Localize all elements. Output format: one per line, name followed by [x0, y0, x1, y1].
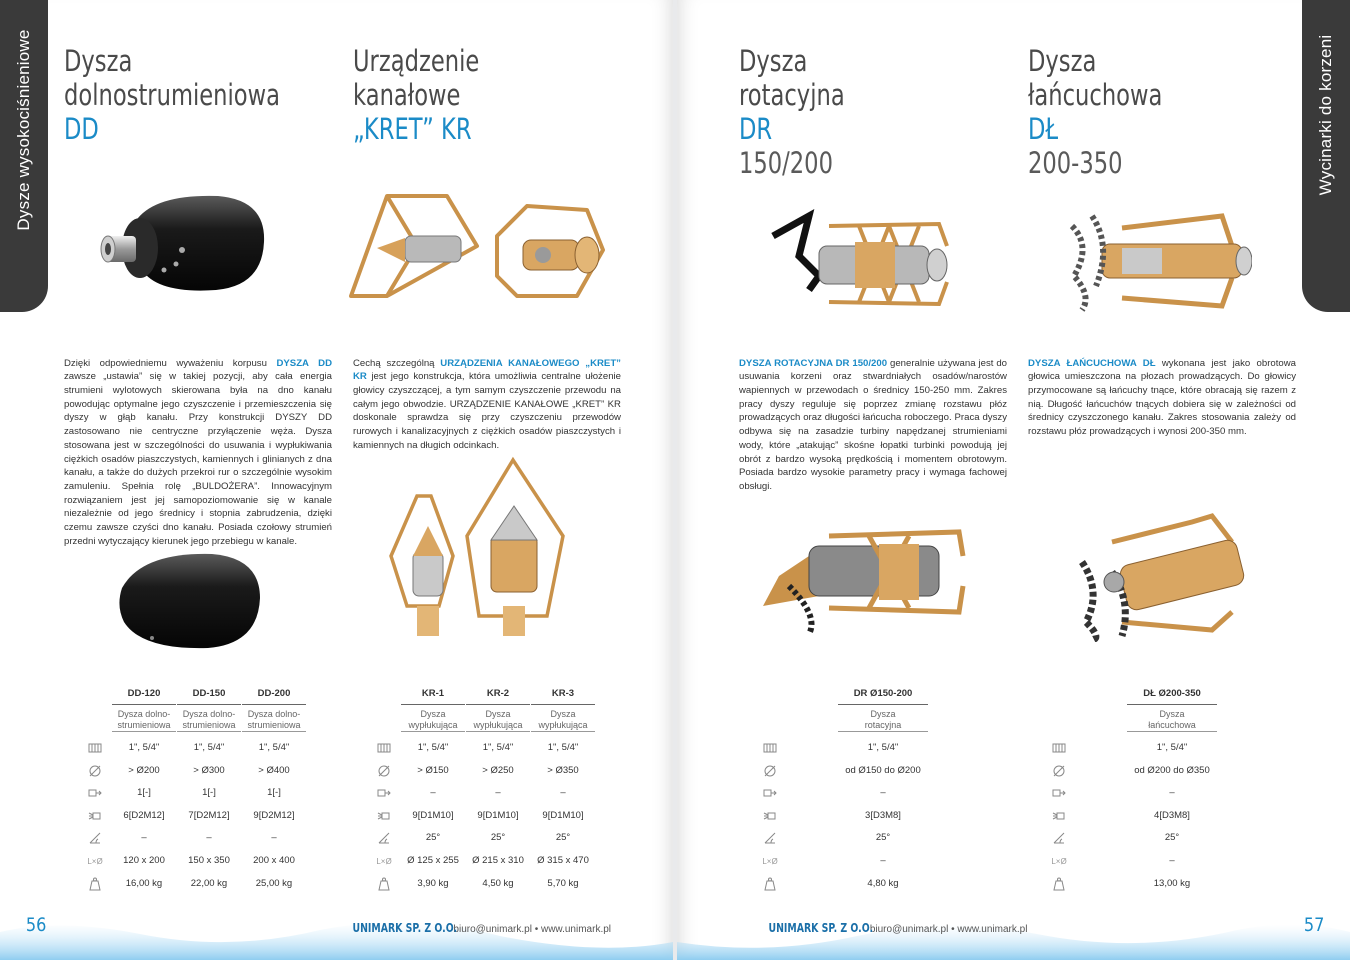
- spec-row: [1028, 783, 1288, 803]
- side-tab-label: Dysze wysokociśnieniowe: [14, 29, 33, 231]
- spec-model-name: KR-3: [531, 684, 595, 705]
- spec-model-header: [353, 684, 613, 704]
- jet-angle-icon: [1051, 830, 1067, 846]
- product-title: Dysza dolnostrumieniowa DD: [64, 44, 281, 146]
- spec-row: [1028, 806, 1288, 826]
- spec-type: Dysza dolno- strumieniowa: [112, 706, 176, 732]
- spec-value: 13,00 kg: [1153, 877, 1191, 889]
- spec-value: 1", 5/4": [417, 742, 449, 753]
- dl-nozzle-photo-1: [1062, 206, 1252, 316]
- spec-value: 120 x 200: [123, 855, 165, 866]
- hose-connection-icon: [1051, 740, 1067, 756]
- spec-value: od Ø150 do Ø200: [845, 764, 921, 776]
- spec-row: [739, 761, 999, 781]
- spec-value: Ø 215 x 310: [472, 855, 524, 866]
- spec-value: 25°: [490, 832, 506, 844]
- spec-value: 1", 5/4": [1156, 742, 1188, 753]
- page-number: 57: [1303, 914, 1325, 936]
- page-56: [0, 0, 673, 960]
- front-jet-icon: [1051, 785, 1067, 801]
- spec-value: > Ø400: [258, 764, 290, 776]
- spec-type-row: [1028, 706, 1288, 730]
- spec-model-name: DR Ø150-200: [838, 684, 928, 705]
- spec-row: [64, 828, 324, 848]
- spec-value: 6[D2M12]: [123, 809, 165, 821]
- spec-value: 1", 5/4": [193, 742, 225, 753]
- spec-value: > Ø350: [547, 764, 579, 776]
- spec-row: [1028, 761, 1288, 781]
- spec-type: Dysza rotacyjna: [838, 706, 928, 732]
- spec-value: 22,00 kg: [190, 877, 228, 889]
- dimensions-icon: L×Ø: [376, 856, 392, 866]
- spec-model-name: DŁ Ø200-350: [1127, 684, 1217, 705]
- rear-jets-icon: [87, 808, 103, 824]
- spec-value: 1[-]: [202, 787, 216, 799]
- spec-row: [1028, 828, 1288, 848]
- spec-value: 1[-]: [137, 787, 151, 799]
- spec-value: 25°: [425, 832, 441, 844]
- dd-nozzle-photo-2: [112, 548, 262, 652]
- rear-jets-icon: [1051, 808, 1067, 824]
- spec-row: [1028, 738, 1288, 758]
- weight-icon: [87, 876, 103, 892]
- spec-value: –: [495, 787, 501, 799]
- spec-row: [64, 738, 324, 758]
- spec-value: 9[D1M10]: [542, 809, 584, 821]
- spec-value: 1", 5/4": [547, 742, 579, 753]
- spec-row: [739, 738, 999, 758]
- side-tab-root-cutters: [1302, 0, 1350, 312]
- spec-value: 7[D2M12]: [188, 809, 230, 821]
- spec-type: Dysza dolno- strumieniowa: [242, 706, 306, 732]
- side-tab-label: Wycinarki do korzeni: [1316, 34, 1335, 196]
- hose-connection-icon: [762, 740, 778, 756]
- spec-value: 25,00 kg: [255, 877, 293, 889]
- rear-jets-icon: [376, 808, 392, 824]
- spec-value: od Ø200 do Ø350: [1134, 764, 1210, 776]
- spec-model-name: DD-150: [177, 684, 241, 705]
- spec-value: 5,70 kg: [547, 877, 579, 889]
- front-jet-icon: [762, 785, 778, 801]
- rear-jets-icon: [762, 808, 778, 824]
- pipe-diameter-icon: [1051, 763, 1067, 779]
- spec-row: [1028, 851, 1288, 871]
- spec-row: [353, 783, 613, 803]
- spec-row: [64, 761, 324, 781]
- spec-value: –: [880, 855, 886, 866]
- spec-model-header: [1028, 684, 1288, 704]
- jet-angle-icon: [87, 830, 103, 846]
- dimensions-icon: L×Ø: [1051, 856, 1067, 866]
- spec-row: [739, 806, 999, 826]
- kret-device-photo-1: [347, 186, 617, 316]
- jet-angle-icon: [762, 830, 778, 846]
- pipe-diameter-icon: [762, 763, 778, 779]
- spec-value: 9[D2M12]: [253, 809, 295, 821]
- spec-value: 1", 5/4": [867, 742, 899, 753]
- spec-row: [353, 806, 613, 826]
- page-footer-left: [0, 910, 673, 960]
- side-tab-high-pressure-nozzles: [0, 0, 48, 312]
- spec-value: 25°: [1164, 832, 1180, 844]
- jet-angle-icon: [376, 830, 392, 846]
- spec-model-header: [739, 684, 999, 704]
- weight-icon: [762, 876, 778, 892]
- spec-value: 1", 5/4": [128, 742, 160, 753]
- pipe-diameter-icon: [376, 763, 392, 779]
- spec-type: Dysza wypłukująca: [466, 706, 530, 732]
- spec-type: Dysza dolno- strumieniowa: [177, 706, 241, 732]
- spec-row: [353, 738, 613, 758]
- hose-connection-icon: [376, 740, 392, 756]
- spec-value: –: [430, 787, 436, 799]
- spec-type: Dysza wypłukująca: [531, 706, 595, 732]
- spec-value: 1[-]: [267, 787, 281, 799]
- product-description: Cechą szczególną URZĄDZENIA KANAŁOWEGO „KRET” KR jest jego konstrukcja, która umożliwia centralne ułożenie głowicy czyszczącej, a tym samym czyszczenie przewodu na całym jego obwodzie. URZĄDZENIE KANAŁOWE „KRET” KR doskonale sprawdza się przy czyszczeniu przewodów rurowych i kanalizacyjnych z ciężkich osadów piaszczystych i kamiennych na długich odcinkach.: [353, 357, 621, 451]
- spec-row: [64, 783, 324, 803]
- footer-brand: UNIMARK SP. Z O.O. biuro@unimark.pl • www.unimark.pl: [768, 921, 1028, 935]
- dimensions-icon: L×Ø: [87, 856, 103, 866]
- spec-row: [64, 851, 324, 871]
- spec-value: –: [206, 832, 212, 844]
- spec-value: 25°: [875, 832, 891, 844]
- spec-value: 9[D1M10]: [477, 809, 519, 821]
- spec-value: 4,50 kg: [482, 877, 514, 889]
- spec-row: [64, 806, 324, 826]
- pipe-diameter-icon: [87, 763, 103, 779]
- dr-nozzle-photo-2: [759, 516, 969, 636]
- page-57: [677, 0, 1350, 960]
- spec-row: [353, 761, 613, 781]
- spec-type-row: [64, 706, 324, 730]
- spec-row: [739, 828, 999, 848]
- spec-value: > Ø250: [482, 764, 514, 776]
- spec-row: [353, 851, 613, 871]
- spec-value: 1", 5/4": [258, 742, 290, 753]
- spec-model-name: KR-1: [401, 684, 465, 705]
- spec-value: –: [141, 832, 147, 844]
- spec-value: Ø 315 x 470: [537, 855, 589, 866]
- page-footer-right: [677, 910, 1350, 960]
- spec-model-header: [64, 684, 324, 704]
- product-description: DYSZA ŁAŃCUCHOWA DŁ wykonana jest jako obrotowa głowica umieszczona na płozach prowadzących. Do głowicy przymocowane są łańcuchy tnące, które obracają się razem z nią. Długość łańcuchów tnących dobiera się w zależności od średnicy czyszczonego kanału. Zakres stosowania zależy od rozstawu płóz prowadzących i wynosi 200-350 mm.: [1028, 357, 1296, 438]
- kret-device-photo-2: [387, 456, 577, 642]
- spec-value: 3[D3M8]: [865, 809, 901, 821]
- spec-type: Dysza łańcuchowa: [1127, 706, 1217, 732]
- weight-icon: [376, 876, 392, 892]
- spec-value: 1", 5/4": [482, 742, 514, 753]
- product-description: Dzięki odpowiedniemu wyważeniu korpusu DYSZA DD zawsze „ustawia” się w takiej pozycji, aby cała energia strumieni wylotowych skierowana była na dno kanału powodując optymalne jego czyszczenie i przemieszczenia się dyszy w głąb kanału. Przy konstrukcji DYSZY DD zastosowano nie centryczne przyłączenie węża. Dysza stosowana jest w szczególności do usuwania i wypłukiwania ciężkich osadów piaszczystych, kamiennych i glinianych z dna kanału, a także do dużych przekroi rur o szczególnie wysokim zamuleniu. Spełnia rolę „BULDOŻERA”. Innowacyjnym rozwiązaniem jest jej samopoziomowanie się w kanale niezależnie od jego średnicy i stopnia zabrudzenia, dzięki czemu zawsze czyści dno kanału. Posiada czołowy strumień przedni wytyczający kierunek jego przebiegu w kanale.: [64, 357, 333, 547]
- page-number: 56: [25, 914, 47, 936]
- spec-row: [353, 828, 613, 848]
- spec-row: [739, 783, 999, 803]
- dr-nozzle-photo-1: [769, 206, 959, 316]
- dd-nozzle-photo-1: [98, 190, 268, 300]
- spec-value: 4[D3M8]: [1154, 809, 1190, 821]
- spec-value: Ø 125 x 255: [407, 855, 459, 866]
- spec-value: 200 x 400: [253, 855, 295, 866]
- spec-row: [64, 874, 324, 894]
- spec-value: 25°: [555, 832, 571, 844]
- spec-value: > Ø150: [417, 764, 449, 776]
- spec-model-name: DD-200: [242, 684, 306, 705]
- spec-model-name: KR-2: [466, 684, 530, 705]
- water-splash-decoration: [0, 912, 673, 960]
- spec-value: –: [1169, 855, 1175, 866]
- spec-value: 4,80 kg: [867, 877, 899, 889]
- front-jet-icon: [87, 785, 103, 801]
- product-title: Urządzenie kanałowe „KRET” KR: [353, 44, 480, 146]
- spec-value: –: [271, 832, 277, 844]
- weight-icon: [1051, 876, 1067, 892]
- spec-row: [739, 851, 999, 871]
- product-description: DYSZA ROTACYJNA DR 150/200 generalnie używana jest do usuwania korzeni oraz stwardniałych osadów/narostów wapiennych w przewodach o średnicy 150-250 mm. Zakres pracy dyszy reguluje się poprzez zmianę rozstawu płóz prowadzących oraz długości łańcucha roboczego. Praca dyszy odbywa się na zasadzie turbiny napędzanej strumieniami wody, które „atakując” skośne łopatki turbinki powodują jej obrót z bardzo wysoką prędkością i momentem obrotowym. Posiada bardzo wysokie parametry pracy i wymaga fachowej obsługi.: [739, 357, 1007, 492]
- spec-row: [1028, 874, 1288, 894]
- spec-value: 150 x 350: [188, 855, 230, 866]
- spec-value: –: [880, 787, 886, 799]
- product-title: Dysza rotacyjna DR 150/200: [739, 44, 845, 180]
- spec-value: –: [560, 787, 566, 799]
- spec-value: 9[D1M10]: [412, 809, 454, 821]
- spec-value: 3,90 kg: [417, 877, 449, 889]
- hose-connection-icon: [87, 740, 103, 756]
- product-title: Dysza łańcuchowa DŁ 200-350: [1028, 44, 1163, 180]
- dimensions-icon: L×Ø: [762, 856, 778, 866]
- spec-value: –: [1169, 787, 1175, 799]
- spec-type: Dysza wypłukująca: [401, 706, 465, 732]
- spec-value: > Ø300: [193, 764, 225, 776]
- spec-row: [353, 874, 613, 894]
- spec-model-name: DD-120: [112, 684, 176, 705]
- footer-brand: UNIMARK SP. Z O.O. biuro@unimark.pl • www.unimark.pl: [352, 921, 611, 935]
- spec-row: [739, 874, 999, 894]
- spec-type-row: [739, 706, 999, 730]
- dl-nozzle-photo-2: [1062, 512, 1262, 642]
- spec-type-row: [353, 706, 613, 730]
- spec-value: > Ø200: [128, 764, 160, 776]
- front-jet-icon: [376, 785, 392, 801]
- water-splash-decoration: [677, 912, 1350, 960]
- spec-value: 16,00 kg: [125, 877, 163, 889]
